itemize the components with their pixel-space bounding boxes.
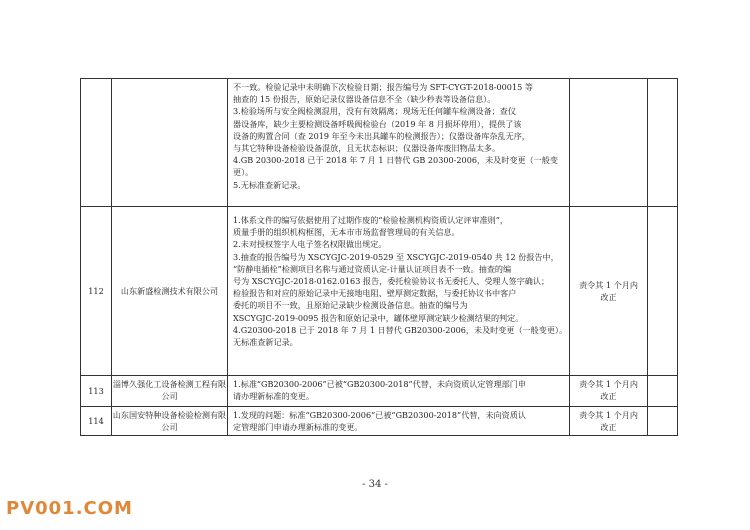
issue-line: 更）。 [233, 167, 254, 178]
row-divider [81, 375, 677, 376]
issue-line: 质量手册的组织机构框图，无本市市场监督管理局的有关信息。 [233, 227, 460, 238]
action-line: 改正 [600, 422, 617, 433]
organization-name: 山东新盛检测技术有限公司 [120, 286, 219, 296]
action-line: 改正 [600, 391, 617, 402]
issue-line: 无标准查新记录。 [233, 337, 298, 348]
issue-line: 检验报告和对应的原始记录中无接地电阻、壁厚测定数据，与委托协议书中客户 [233, 288, 517, 299]
issue-line: 3.抽查的报告编号为 XSCYGJC-2019-0529 至 XSCYGJC-2019-0540 共 12 份报告中， [233, 251, 559, 262]
rectification-action [570, 279, 647, 303]
issue-line: 设备的购置合同（查 2019 年至今未出具罐车的检测报告）；仪器设备库杂乱无序， [233, 130, 530, 141]
org-line: 淄博久强化工设备检测工程有限 [112, 379, 227, 389]
issues-cell [233, 378, 567, 402]
issue-line: 器设备库，缺少主要检测设备呼吸阀检验台（2019 年 8 月损坏停用），提供了该 [233, 118, 522, 129]
issues-cell [233, 214, 567, 348]
issue-line: 1.体系文件的编写依据使用了过期作废的“检验检测机构资质认定评审准则”， [233, 215, 509, 225]
issue-line: XSCYGJC-2019-0095 报告和原始记录中，罐体壁厚测定缺少检测结果的判定。 [233, 312, 524, 323]
page-number: - 34 - [362, 479, 388, 490]
issues-cell [233, 81, 567, 191]
action-line: 责令其 1 个月内 [579, 379, 638, 389]
org-line: 山东国安特种设备检验检测有限 [112, 410, 227, 420]
issue-line: 抽查的 15 份报告，原始记录仪器设备信息不全（缺少秒表等设备信息）。 [233, 94, 496, 105]
issue-line: 定管理部门申请办理新标准的变更。 [233, 422, 363, 433]
issue-line: 1.标准“GB20300-2006”已被“GB20300-2018”代替，未向资质认定管理部门申 [233, 379, 526, 389]
rectification-action [570, 378, 647, 402]
org-line: 公司 [161, 391, 178, 402]
organization-name [112, 378, 227, 402]
rectification-action [570, 409, 647, 433]
issue-line: 号为 XSCYGJC-2018-0162.0163 报告，委托检验协议书无委托人、受理人签字确认； [233, 276, 550, 287]
watermark-logo: PV001.COM [6, 498, 133, 519]
action-line: 责令其 1 个月内 [579, 280, 638, 290]
org-line: 公司 [161, 422, 178, 433]
row-divider [81, 206, 677, 207]
issue-line: 3.检验场所与安全阀检测混用，没有有效隔离；现场无任何罐车检测设备；查仪 [233, 106, 516, 117]
issue-line: 4.G20300-2018 已于 2018 年 7 月 1 日替代 GB20300-2006，未及时变更（一般变更）。 [233, 324, 568, 335]
row-number: 112 [88, 286, 104, 296]
issue-line: “防静电插栓”检测项目名称与通过资质认定-计量认证项目表不一致。抽查的编 [233, 263, 512, 274]
issue-line: 不一致。检验记录中未明确下次检验日期；报告编号为 SFT-CYGT-2018-00015 等 [233, 82, 533, 92]
row-divider [81, 406, 677, 407]
action-line: 责令其 1 个月内 [579, 410, 638, 420]
inspection-table [80, 78, 678, 436]
issue-line: 委托的项目不一致，且原始记录缺少检测设备信息。抽查的编号为 [233, 300, 468, 311]
issue-line: 与其它特种设备检验设备混放，且无状态标识；仪器设备库废旧物品太多。 [233, 143, 501, 154]
action-line: 改正 [600, 292, 617, 303]
row-number: 113 [88, 386, 104, 396]
organization-name [112, 409, 227, 433]
issues-cell [233, 409, 567, 433]
issue-line: 5.无标准查新记录。 [233, 179, 306, 190]
issue-line: 4.GB 20300-2018 已于 2018 年 7 月 1 日替代 GB 20300-2006，未及时变更（一般变 [233, 155, 558, 166]
row-number: 114 [88, 416, 104, 426]
issue-line: 1.发现的问题：标准“GB20300-2006”已被“GB20300-2018”代替，未向资质认 [233, 410, 526, 420]
column-divider [647, 79, 648, 435]
issue-line: 请办理新标准的变更。 [233, 391, 314, 402]
issue-line: 2.未对授权签字人电子签名权限做出规定。 [233, 239, 387, 250]
column-divider [227, 79, 228, 435]
